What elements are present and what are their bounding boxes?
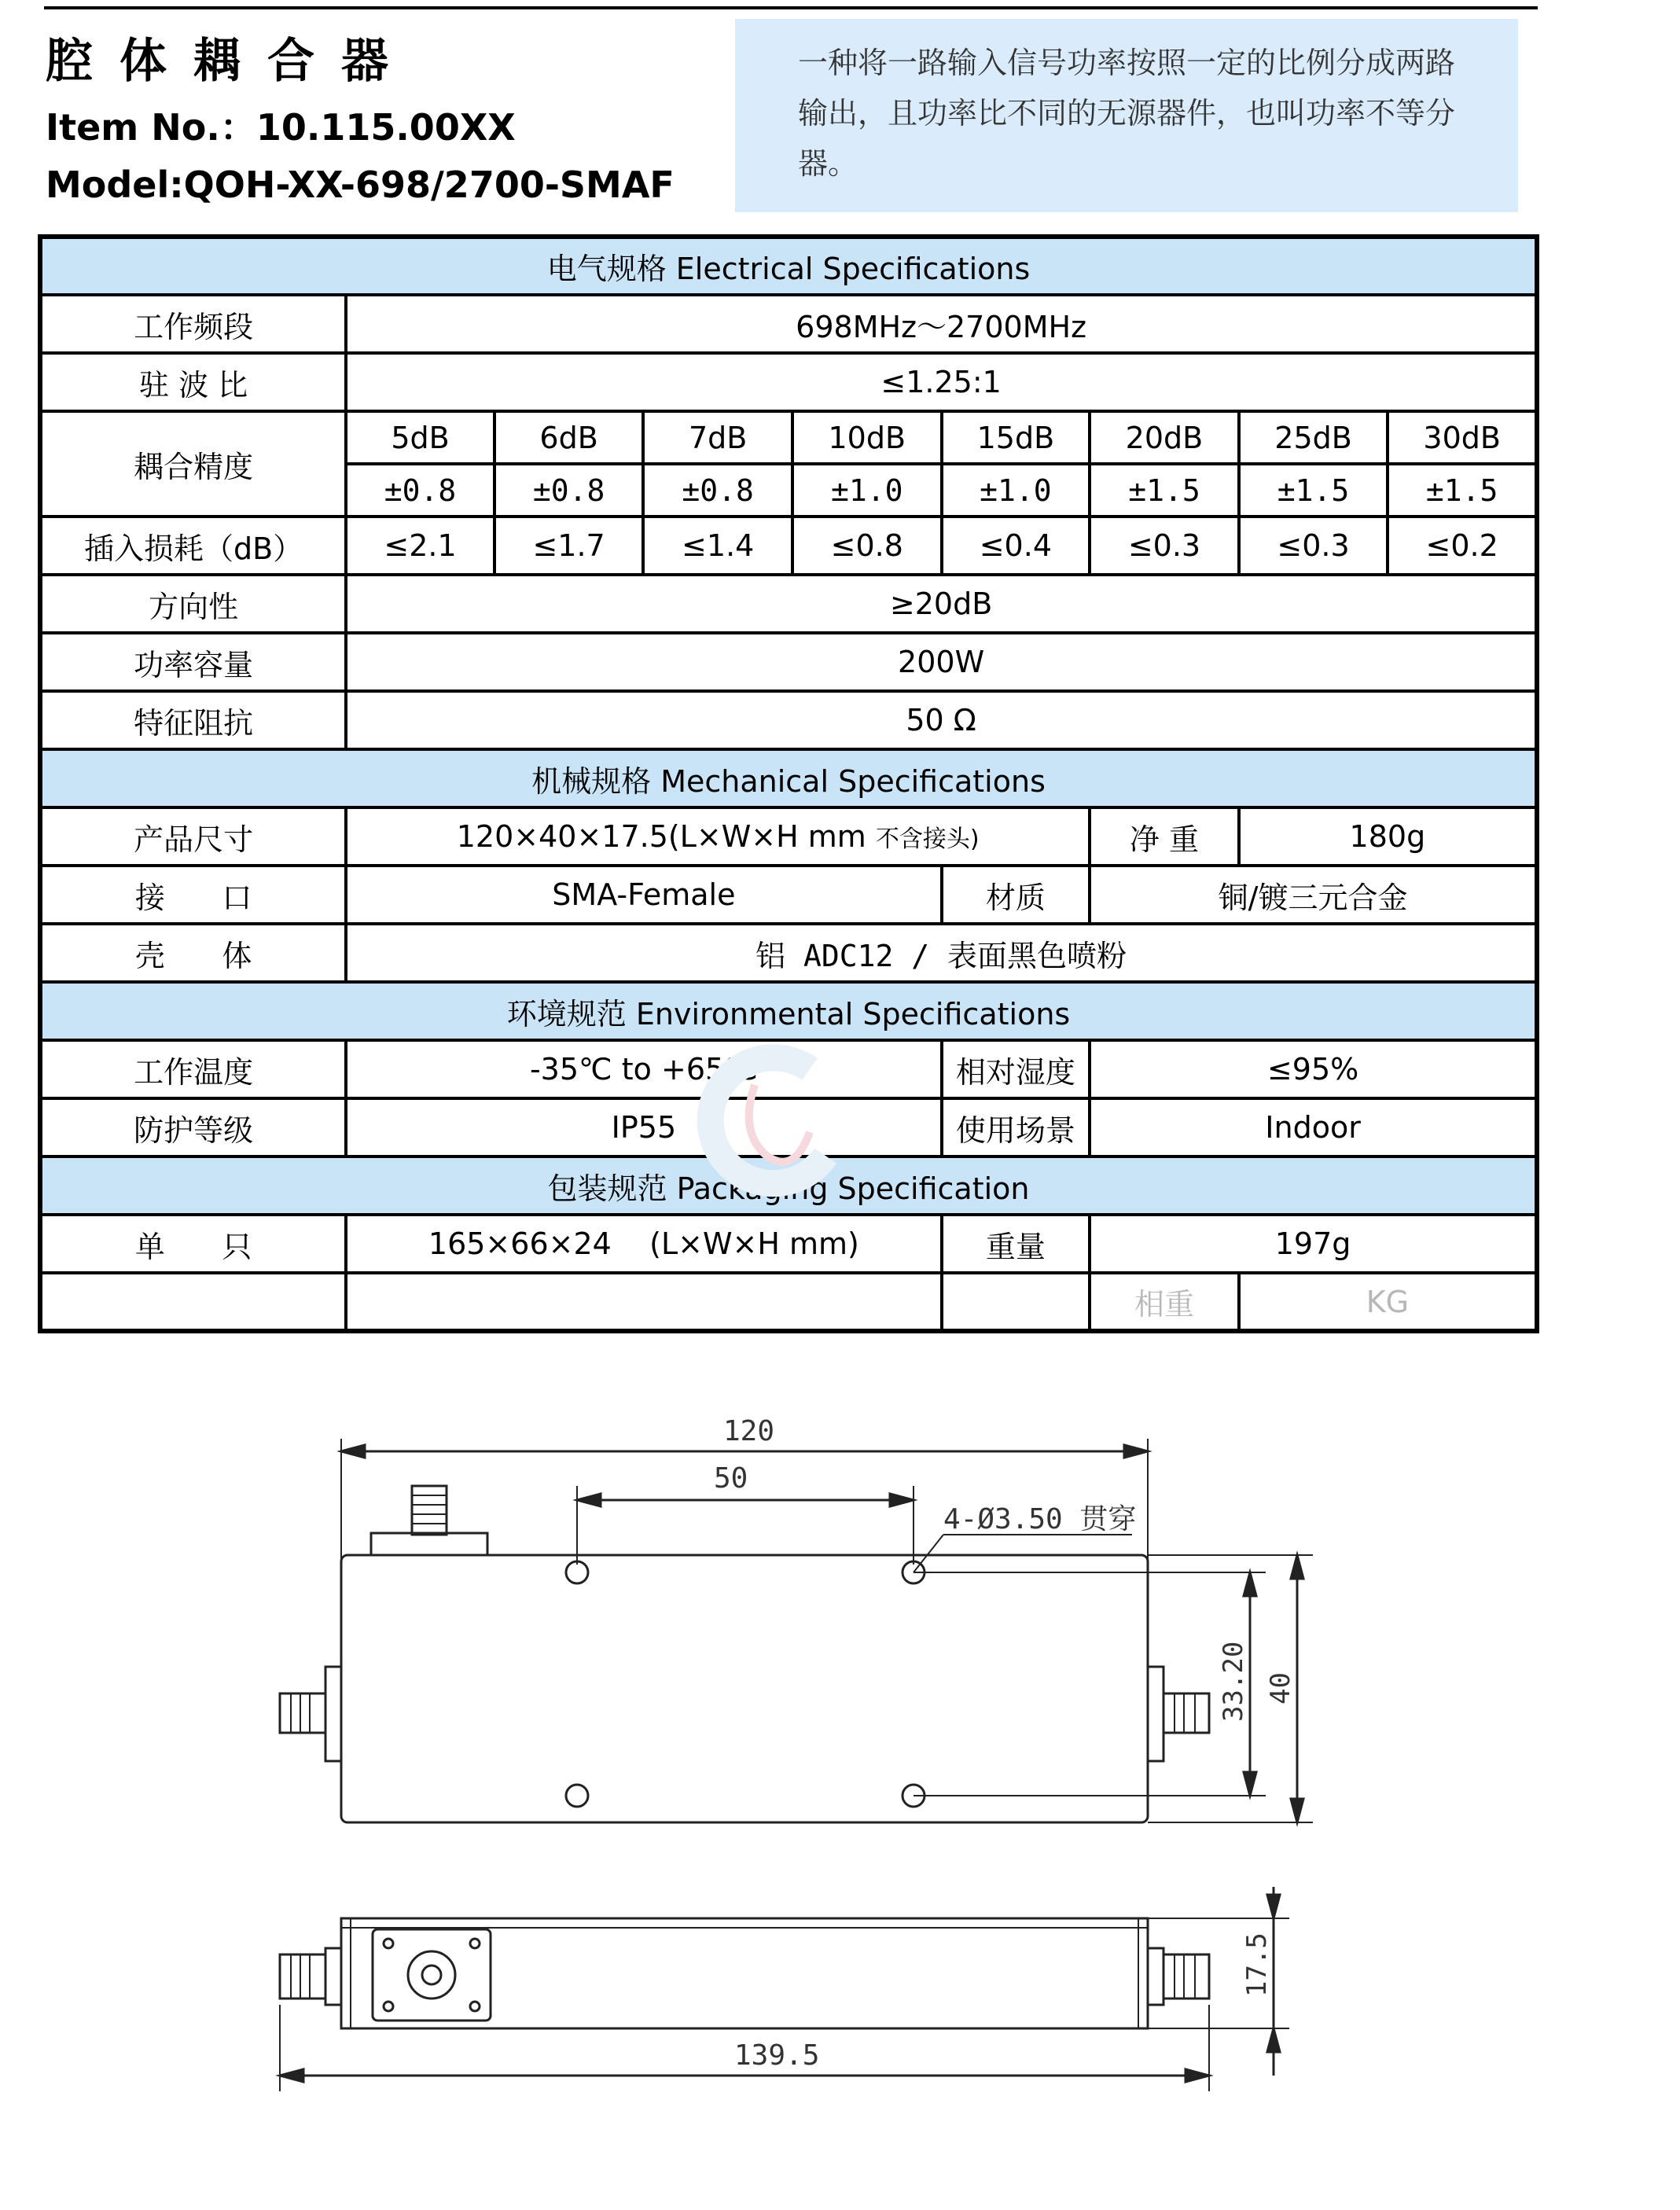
hole-note: 4-Ø3.50 贯穿 bbox=[943, 1503, 1137, 1535]
size-note: 不含接头) bbox=[875, 826, 980, 853]
impedance-value: 50 Ω bbox=[346, 691, 1537, 749]
table-row bbox=[40, 575, 1537, 633]
coupler-body-side bbox=[341, 1918, 1148, 2028]
specification-table bbox=[38, 234, 1539, 1333]
table-row bbox=[40, 866, 1537, 924]
insertion-value: ≤0.4 bbox=[942, 517, 1090, 575]
coupling-db: 6dB bbox=[494, 411, 644, 464]
environmental-section-title: 环境规范 Environmental Specifications bbox=[40, 982, 1537, 1040]
box-value-faded bbox=[346, 1273, 941, 1331]
top-connector-flange bbox=[371, 1533, 487, 1555]
technical-drawing bbox=[259, 1384, 1376, 2170]
insertion-value: ≤0.2 bbox=[1388, 517, 1537, 575]
single-label: 单 只 bbox=[40, 1215, 346, 1273]
coupling-tolerance: ±0.8 bbox=[494, 464, 644, 517]
coupling-db: 20dB bbox=[1090, 411, 1239, 464]
insertion-value: ≤0.3 bbox=[1090, 517, 1239, 575]
power-label: 功率容量 bbox=[40, 633, 346, 691]
insertion-value: ≤1.4 bbox=[643, 517, 792, 575]
table-row bbox=[40, 353, 1537, 411]
table-row bbox=[40, 1215, 1537, 1273]
mount-hole bbox=[566, 1561, 588, 1583]
humidity-label: 相对湿度 bbox=[942, 1040, 1090, 1098]
left-connector-side bbox=[325, 1948, 341, 2005]
insertion-label: 插入损耗（dB） bbox=[40, 517, 346, 575]
connector-value: SMA-Female bbox=[346, 866, 941, 924]
temp-label: 工作温度 bbox=[40, 1040, 346, 1098]
material-label: 材质 bbox=[942, 866, 1090, 924]
table-row bbox=[40, 807, 1537, 866]
dim-length-label: 120 bbox=[723, 1415, 775, 1447]
insertion-value: ≤0.8 bbox=[792, 517, 942, 575]
table-row bbox=[40, 924, 1537, 982]
power-value: 200W bbox=[346, 633, 1537, 691]
coupling-db: 30dB bbox=[1388, 411, 1537, 464]
packaging-section-title: 包装规范 Packaging Specification bbox=[40, 1156, 1537, 1215]
vswr-value: ≤1.25:1 bbox=[346, 353, 1537, 411]
dim-spacing-label: 50 bbox=[714, 1462, 748, 1495]
size-label: 产品尺寸 bbox=[40, 807, 346, 866]
insertion-value: ≤1.7 bbox=[494, 517, 644, 575]
single-value: 165×66×24 (L×W×H mm) bbox=[346, 1215, 941, 1273]
left-thread-side bbox=[280, 1954, 325, 1999]
box-weight-label: 相重 bbox=[1090, 1273, 1239, 1331]
coupling-db: 7dB bbox=[643, 411, 792, 464]
mechanical-section-title: 机械规格 Mechanical Specifications bbox=[40, 749, 1537, 807]
coupling-tolerance: ±1.5 bbox=[1239, 464, 1388, 517]
dim-total-length-label: 139.5 bbox=[734, 2039, 820, 2072]
coupling-tolerance: ±1.0 bbox=[792, 464, 942, 517]
electrical-section-title: 电气规格 Electrical Specifications bbox=[40, 237, 1537, 295]
item-number: Item No.：10.115.00XX bbox=[46, 106, 516, 149]
protection-value: IP55 bbox=[346, 1098, 941, 1156]
coupling-db: 5dB bbox=[346, 411, 494, 464]
temp-value: -35℃ to +65℃ bbox=[346, 1040, 941, 1098]
mount-hole bbox=[566, 1785, 588, 1807]
right-connector-side bbox=[1148, 1948, 1164, 2005]
insertion-value: ≤0.3 bbox=[1239, 517, 1388, 575]
freq-value: 698MHz～2700MHz bbox=[346, 295, 1537, 353]
directivity-label: 方向性 bbox=[40, 575, 346, 633]
dim-height-label: 17.5 bbox=[1241, 1932, 1273, 1997]
humidity-value: ≤95% bbox=[1090, 1040, 1537, 1098]
housing-label: 壳 体 bbox=[40, 924, 346, 982]
coupling-tolerance: ±1.0 bbox=[942, 464, 1090, 517]
table-row bbox=[40, 295, 1537, 353]
connector-front-outer bbox=[408, 1951, 455, 1999]
table-row bbox=[40, 517, 1537, 575]
right-connector-thread bbox=[1164, 1693, 1209, 1733]
coupling-tolerance: ±0.8 bbox=[346, 464, 494, 517]
insertion-value: ≤2.1 bbox=[346, 517, 494, 575]
table-row bbox=[40, 691, 1537, 749]
scene-label: 使用场景 bbox=[942, 1098, 1090, 1156]
coupling-tolerance: ±0.8 bbox=[643, 464, 792, 517]
connector-label: 接 口 bbox=[40, 866, 346, 924]
material-value: 铜/镀三元合金 bbox=[1090, 866, 1537, 924]
box-weight-value: KG bbox=[1239, 1273, 1537, 1331]
directivity-value: ≥20dB bbox=[346, 575, 1537, 633]
table-row bbox=[40, 411, 1537, 464]
coupling-label: 耦合精度 bbox=[40, 411, 346, 517]
dim-hole-vertical-label: 33.20 bbox=[1218, 1641, 1249, 1722]
top-view bbox=[280, 1415, 1313, 1822]
coupling-db: 10dB bbox=[792, 411, 942, 464]
side-view bbox=[280, 1887, 1289, 2091]
scene-value: Indoor bbox=[1090, 1098, 1537, 1156]
connector-front-inner bbox=[422, 1965, 441, 1984]
table-row bbox=[40, 1040, 1537, 1098]
product-description: 一种将一路输入信号功率按照一定的比例分成两路输出，且功率比不同的无源器件，也叫功率不等分器。 bbox=[735, 19, 1518, 212]
size-value bbox=[346, 807, 1090, 866]
page-title: 腔体耦合器 bbox=[46, 34, 415, 89]
right-thread-side bbox=[1164, 1954, 1209, 1999]
top-connector-thread bbox=[412, 1486, 447, 1535]
single-weight-value: 197g bbox=[1090, 1215, 1537, 1273]
single-weight-label: 重量 bbox=[942, 1215, 1090, 1273]
housing-value: 铝 ADC12 / 表面黑色喷粉 bbox=[346, 924, 1537, 982]
box-label-faded bbox=[40, 1273, 346, 1331]
weight-value: 180g bbox=[1239, 807, 1537, 866]
impedance-label: 特征阻抗 bbox=[40, 691, 346, 749]
weight-label: 净 重 bbox=[1090, 807, 1239, 866]
freq-label: 工作频段 bbox=[40, 295, 346, 353]
vswr-label: 驻 波 比 bbox=[40, 353, 346, 411]
right-connector-flange bbox=[1148, 1667, 1164, 1761]
coupling-tolerance: ±1.5 bbox=[1090, 464, 1239, 517]
protection-label: 防护等级 bbox=[40, 1098, 346, 1156]
table-row bbox=[40, 1273, 1537, 1331]
coupling-db: 25dB bbox=[1239, 411, 1388, 464]
box-count-faded bbox=[942, 1273, 1090, 1331]
coupler-body-top bbox=[341, 1555, 1148, 1822]
left-connector-thread bbox=[280, 1693, 325, 1733]
coupling-db: 15dB bbox=[942, 411, 1090, 464]
dim-width-label: 40 bbox=[1265, 1672, 1296, 1704]
coupling-tolerance: ±1.5 bbox=[1388, 464, 1537, 517]
table-row bbox=[40, 1098, 1537, 1156]
table-row bbox=[40, 633, 1537, 691]
top-rule bbox=[44, 6, 1538, 9]
model-number: Model:QOH-XX-698/2700-SMAF bbox=[46, 164, 675, 206]
connector-flange-front bbox=[373, 1929, 491, 2021]
size-dimensions: 120×40×17.5(L×W×H mm bbox=[456, 819, 866, 854]
left-connector-flange bbox=[325, 1667, 341, 1761]
